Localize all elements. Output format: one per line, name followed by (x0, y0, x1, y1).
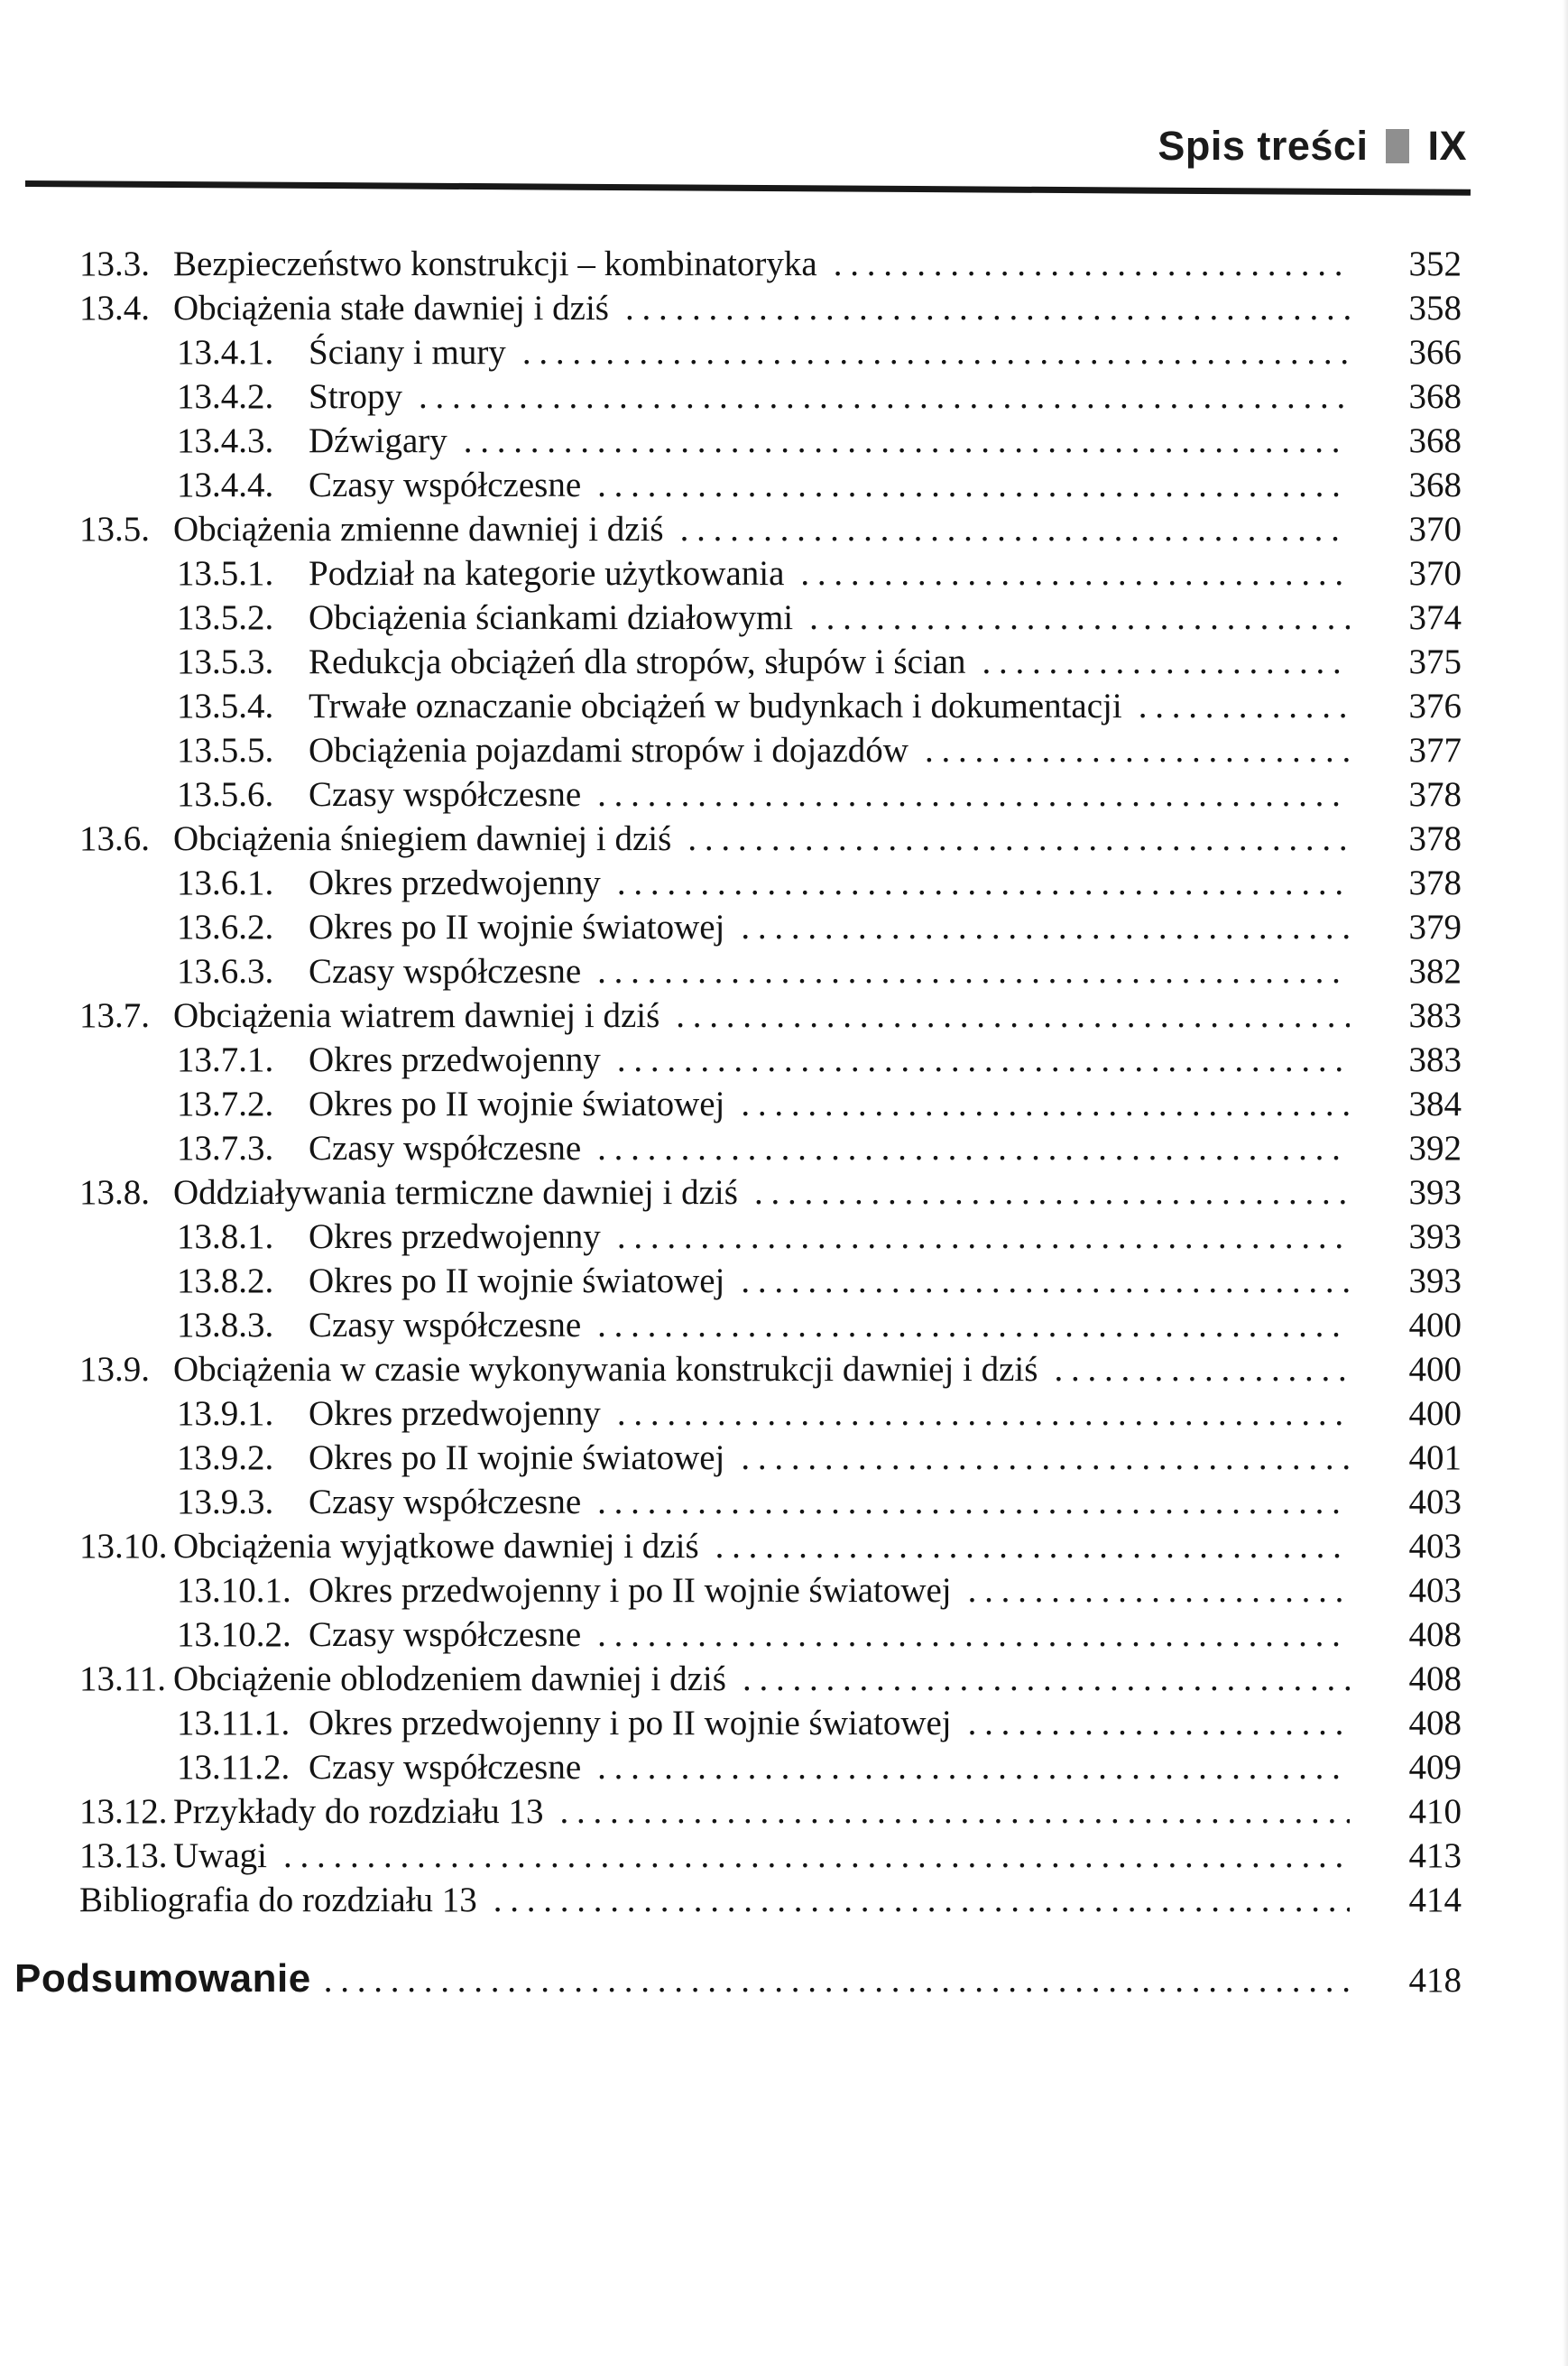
toc-entry-number: 13.11. (79, 1659, 167, 1698)
dot-leader (1139, 684, 1350, 728)
toc-entry (0, 507, 1462, 551)
toc-entry-title: Okres po II wojnie światowej (309, 1262, 725, 1300)
toc-entry-title: Czasy współczesne (309, 1748, 582, 1787)
toc-entry (0, 772, 1462, 817)
dot-leader (464, 419, 1350, 463)
toc-entry (0, 1082, 1462, 1126)
dot-leader (742, 1657, 1350, 1701)
toc-entry-page: 368 (1408, 421, 1462, 460)
toc-entry-page: 403 (1408, 1527, 1462, 1566)
toc-entry-title: Redukcja obciążeń dla stropów, słupów i ścian (309, 642, 966, 681)
dot-leader (676, 994, 1350, 1038)
toc-entry-number: 13.8.3. (177, 1306, 274, 1345)
toc-entry (0, 1524, 1462, 1568)
toc-entry-page: 400 (1408, 1306, 1462, 1345)
dot-leader (809, 596, 1350, 640)
toc-entry-number: 13.9.2. (177, 1438, 274, 1477)
toc-entry-page: 413 (1408, 1836, 1462, 1875)
toc-entry-title: Czasy współczesne (309, 952, 582, 991)
toc-entry-number: 13.4.1. (177, 333, 274, 372)
dot-leader (597, 463, 1350, 507)
toc-entry-number: 13.9.1. (177, 1394, 274, 1433)
toc-entry-page: 370 (1408, 510, 1462, 549)
toc-entry (0, 1701, 1462, 1745)
page-number-roman: IX (1427, 123, 1467, 169)
toc-entry-title: Trwałe oznaczanie obciążeń w budynkach i dokumentacji (309, 687, 1122, 726)
toc-entry (0, 1568, 1462, 1613)
toc-entry (0, 684, 1462, 728)
toc-entry-page: 418 (1408, 1961, 1462, 2000)
toc-entry-number: 13.5.6. (177, 775, 274, 814)
toc-entry-title: Podział na kategorie użytkowania (309, 554, 785, 593)
toc-entry-number: 13.5.4. (177, 687, 274, 726)
toc-entry (0, 1391, 1462, 1436)
toc-entry-number: 13.4.3. (177, 421, 274, 460)
toc-entry-title: Obciążenia śniegiem dawniej i dziś (173, 819, 672, 858)
dot-leader (754, 1170, 1350, 1215)
toc-entry-title: Czasy współczesne (309, 1483, 582, 1521)
toc-entry (0, 905, 1462, 949)
toc-entry-title: Okres przedwojenny (309, 1217, 601, 1256)
toc-entry-number: 13.9.3. (177, 1483, 274, 1521)
toc-entry (0, 1303, 1462, 1347)
toc-entry-number: 13.7.1. (177, 1040, 274, 1079)
toc-entry-title: Obciążenia wyjątkowe dawniej i dziś (173, 1527, 699, 1566)
toc-entry-title: Okres przedwojenny (309, 1040, 601, 1079)
toc-entry-title: Obciążenia zmienne dawniej i dziś (173, 510, 664, 549)
dot-leader (597, 1480, 1350, 1524)
toc-entry (0, 1215, 1462, 1259)
toc-entry (0, 1126, 1462, 1170)
dot-leader (800, 551, 1350, 596)
toc-entry-number: 13.7. (79, 996, 150, 1035)
toc-entry (0, 1480, 1462, 1524)
toc-summary-entry (0, 1955, 1462, 2003)
toc-entry-page: 384 (1408, 1085, 1462, 1123)
toc-entry-page: 393 (1408, 1173, 1462, 1212)
toc-entry (0, 994, 1462, 1038)
toc-entry (0, 374, 1462, 419)
toc-entry-page: 375 (1408, 642, 1462, 681)
dot-leader (834, 242, 1350, 286)
toc-entry-number: 13.5.2. (177, 598, 274, 637)
toc-entry-page: 383 (1408, 996, 1462, 1035)
toc-entry-title: Bezpieczeństwo konstrukcji – kombinatoryka (173, 245, 817, 283)
dot-leader (968, 1568, 1350, 1613)
toc-entry (0, 596, 1462, 640)
dot-leader (597, 1745, 1350, 1789)
toc-entry-page: 358 (1408, 289, 1462, 328)
toc-entry-number: 13.8. (79, 1173, 150, 1212)
toc-entry-title: Okres przedwojenny (309, 1394, 601, 1433)
square-bullet-icon (1386, 129, 1409, 163)
toc-entry-page: 403 (1408, 1483, 1462, 1521)
toc-entry (0, 551, 1462, 596)
dot-leader (324, 1956, 1350, 2005)
toc-entry-number: 13.3. (79, 245, 150, 283)
toc-entry (0, 1613, 1462, 1657)
toc-entry-title: Obciążenia stałe dawniej i dziś (173, 289, 609, 328)
toc-entry-number: 13.8.1. (177, 1217, 274, 1256)
toc-entry-page: 403 (1408, 1571, 1462, 1610)
toc-entry-title: Obciążenia ściankami działowymi (309, 598, 794, 637)
toc-entry-title: Okres przedwojenny i po II wojnie światowej (309, 1571, 952, 1610)
toc-list (0, 242, 1462, 2003)
toc-entry (0, 286, 1462, 330)
toc-entry-title: Czasy współczesne (309, 1306, 582, 1345)
toc-entry-title: Czasy współczesne (309, 1615, 582, 1654)
toc-entry (0, 1259, 1462, 1303)
toc-entry-number: 13.11.2. (177, 1748, 291, 1787)
toc-entry-number: 13.12. (79, 1792, 168, 1831)
toc-entry-page: 393 (1408, 1262, 1462, 1300)
dot-leader (617, 1391, 1350, 1436)
dot-leader (283, 1834, 1350, 1878)
toc-entry-title: Okres po II wojnie światowej (309, 908, 725, 947)
page-header-title: Spis treści (1158, 123, 1369, 169)
toc-entry-page: 392 (1408, 1129, 1462, 1168)
dot-leader (522, 330, 1350, 374)
toc-entry (0, 242, 1462, 286)
dot-leader (617, 1038, 1350, 1082)
dot-leader (419, 374, 1350, 419)
toc-entry-page: 366 (1408, 333, 1462, 372)
toc-entry (0, 330, 1462, 374)
dot-leader (741, 1082, 1350, 1126)
dot-leader (680, 507, 1350, 551)
toc-entry-number: 13.4. (79, 289, 150, 328)
dot-leader (617, 1215, 1350, 1259)
toc-entry (0, 1347, 1462, 1391)
toc-entry-title: Dźwigary (309, 421, 447, 460)
toc-entry (0, 1789, 1462, 1834)
dot-leader (741, 905, 1350, 949)
toc-entry-number: 13.11.1. (177, 1704, 291, 1742)
toc-entry-title: Okres przedwojenny i po II wojnie światowej (309, 1704, 952, 1742)
toc-entry-page: 408 (1408, 1704, 1462, 1742)
dot-leader (741, 1259, 1350, 1303)
toc-entry-page: 377 (1408, 731, 1462, 770)
toc-entry-title: Obciążenia wiatrem dawniej i dziś (173, 996, 660, 1035)
toc-entry-title: Okres po II wojnie światowej (309, 1085, 725, 1123)
toc-entry-title: Oddziaływania termiczne dawniej i dziś (173, 1173, 738, 1212)
toc-entry-page: 378 (1408, 819, 1462, 858)
toc-entry-page: 352 (1408, 245, 1462, 283)
toc-entry-page: 410 (1408, 1792, 1462, 1831)
toc-entry-page: 383 (1408, 1040, 1462, 1079)
toc-entry-title: Obciążenia w czasie wykonywania konstrukcji dawniej i dziś (173, 1350, 1038, 1389)
toc-entry-title: Obciążenie oblodzeniem dawniej i dziś (173, 1659, 726, 1698)
dot-leader (687, 817, 1350, 861)
dot-leader (597, 1126, 1350, 1170)
toc-entry-number: 13.6.1. (177, 864, 274, 902)
toc-entry-page: 400 (1408, 1350, 1462, 1389)
toc-entry-page: 400 (1408, 1394, 1462, 1433)
toc-entry (0, 728, 1462, 772)
toc-entry-number: 13.4.4. (177, 466, 274, 504)
toc-entry-page: 408 (1408, 1615, 1462, 1654)
toc-entry (0, 1170, 1462, 1215)
toc-entry (0, 949, 1462, 994)
toc-entry-title: Ściany i mury (309, 333, 506, 372)
toc-entry-number: 13.6.3. (177, 952, 274, 991)
dot-leader (968, 1701, 1350, 1745)
toc-entry-number: 13.8.2. (177, 1262, 274, 1300)
toc-entry (0, 1745, 1462, 1789)
toc-entry-page: 401 (1408, 1438, 1462, 1477)
toc-entry-title: Okres po II wojnie światowej (309, 1438, 725, 1477)
toc-entry-title: Podsumowanie (14, 1956, 311, 2001)
toc-entry (0, 1038, 1462, 1082)
toc-entry-page: 414 (1408, 1881, 1462, 1919)
toc-entry-number: 13.10. (79, 1527, 168, 1566)
toc-entry-number: 13.6.2. (177, 908, 274, 947)
toc-entry (0, 463, 1462, 507)
toc-entry-number: 13.9. (79, 1350, 150, 1389)
toc-entry-title: Okres przedwojenny (309, 864, 601, 902)
toc-entry-title: Czasy współczesne (309, 1129, 582, 1168)
toc-entry-page: 374 (1408, 598, 1462, 637)
dot-leader (982, 640, 1350, 684)
toc-entry-number: 13.13. (79, 1836, 168, 1875)
toc-entry-title: Uwagi (173, 1836, 267, 1875)
toc-entry-number: 13.4.2. (177, 377, 274, 416)
toc-entry-page: 370 (1408, 554, 1462, 593)
toc-entry-page: 368 (1408, 377, 1462, 416)
toc-entry-number: 13.6. (79, 819, 150, 858)
dot-leader (925, 728, 1350, 772)
toc-entry-title: Przykłady do rozdziału 13 (173, 1792, 544, 1831)
dot-leader (559, 1789, 1350, 1834)
toc-entry-page: 409 (1408, 1748, 1462, 1787)
dot-leader (715, 1524, 1350, 1568)
toc-entry-number: 13.10.1. (177, 1571, 291, 1610)
toc-entry-title: Czasy współczesne (309, 775, 582, 814)
toc-entry-page: 376 (1408, 687, 1462, 726)
dot-leader (597, 1303, 1350, 1347)
toc-entry (0, 1657, 1462, 1701)
toc-entry (0, 817, 1462, 861)
toc-entry-page: 378 (1408, 864, 1462, 902)
toc-entry (0, 1878, 1462, 1922)
toc-entry-number: 13.5.1. (177, 554, 274, 593)
dot-leader (1054, 1347, 1350, 1391)
toc-entry-page: 378 (1408, 775, 1462, 814)
toc-entry-number: 13.5.3. (177, 642, 274, 681)
dot-leader (597, 772, 1350, 817)
toc-entry (0, 861, 1462, 905)
header-divider (25, 180, 1471, 196)
toc-entry-number: 13.7.2. (177, 1085, 274, 1123)
toc-entry-title: Stropy (309, 377, 403, 416)
toc-entry-number: 13.5. (79, 510, 150, 549)
toc-entry-number: 13.7.3. (177, 1129, 274, 1168)
dot-leader (597, 949, 1350, 994)
toc-entry-page: 368 (1408, 466, 1462, 504)
dot-leader (741, 1436, 1350, 1480)
toc-entry-page: 393 (1408, 1217, 1462, 1256)
toc-entry-title: Obciążenia pojazdami stropów i dojazdów (309, 731, 909, 770)
dot-leader (597, 1613, 1350, 1657)
dot-leader (625, 286, 1350, 330)
page-header (1158, 123, 1467, 170)
toc-entry (0, 640, 1462, 684)
dot-leader (493, 1878, 1350, 1922)
toc-entry-page: 408 (1408, 1659, 1462, 1698)
dot-leader (617, 861, 1350, 905)
toc-entry-page: 382 (1408, 952, 1462, 991)
toc-entry (0, 419, 1462, 463)
toc-entry-number: 13.5.5. (177, 731, 274, 770)
toc-entry-title: Bibliografia do rozdziału 13 (79, 1881, 477, 1919)
toc-entry (0, 1834, 1462, 1878)
toc-entry (0, 1436, 1462, 1480)
toc-entry-title: Czasy współczesne (309, 466, 582, 504)
toc-entry-page: 379 (1408, 908, 1462, 947)
toc-entry-number: 13.10.2. (177, 1615, 291, 1654)
